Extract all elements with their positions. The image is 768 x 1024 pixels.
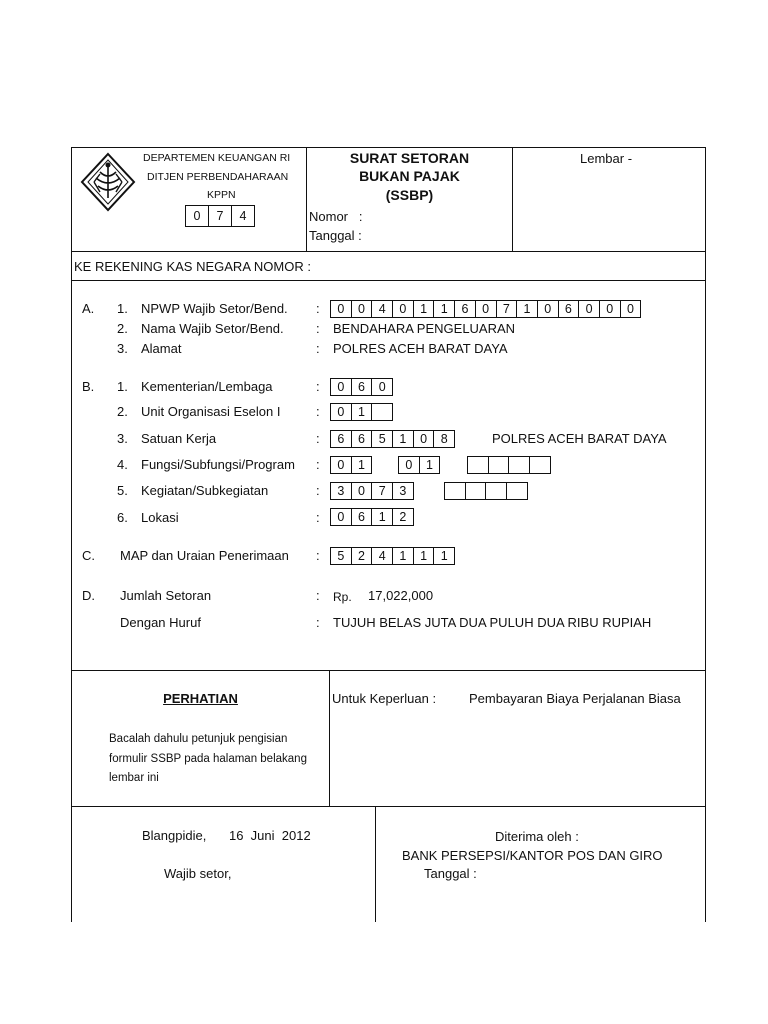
section-c-letter: C. — [82, 548, 95, 563]
satker-digit: 6 — [330, 430, 352, 448]
a1-colon: : — [316, 301, 320, 316]
lembar-label: Lembar - — [580, 151, 633, 166]
npwp-digit: 0 — [620, 300, 642, 318]
frame-top — [71, 147, 706, 148]
program-digit — [508, 456, 530, 474]
map-digit: 2 — [351, 547, 373, 565]
satker-digit: 0 — [413, 430, 435, 448]
huruf-colon: : — [316, 615, 320, 630]
jumlah-amount: 17,022,000 — [368, 588, 434, 603]
title-line3: (SSBP) — [385, 187, 434, 203]
map-digit: 1 — [433, 547, 455, 565]
program-digit — [467, 456, 489, 474]
npwp-digit: 6 — [454, 300, 476, 318]
rekening-bottom — [71, 280, 706, 281]
b1-label: Kementerian/Lembaga — [141, 379, 273, 394]
b3-label: Satuan Kerja — [141, 431, 217, 446]
b5-colon: : — [316, 483, 320, 498]
kegiatan-boxes-b — [444, 482, 528, 500]
b2-colon: : — [316, 404, 320, 419]
rekening-label: KE REKENING KAS NEGARA NOMOR : — [74, 259, 311, 274]
program-digit — [488, 456, 510, 474]
fungsi-boxes-a — [330, 456, 372, 474]
npwp-digit: 6 — [558, 300, 580, 318]
perhatian-line1: Bacalah dahulu petunjuk pengisian — [109, 733, 288, 745]
fungsi-digit: 1 — [351, 456, 373, 474]
npwp-boxes — [330, 300, 641, 318]
kppn-label: KPPN — [207, 189, 236, 201]
kementerian-digit: 6 — [351, 378, 373, 396]
b2-label: Unit Organisasi Eselon I — [141, 404, 281, 419]
title-line1: SURAT SETORAN — [349, 150, 470, 166]
kppn-boxes — [185, 205, 255, 227]
kppn-digit: 4 — [231, 205, 255, 227]
footer-date: 16 Juni 2012 — [229, 828, 311, 843]
title-line2: BUKAN PAJAK — [359, 168, 460, 184]
b6-colon: : — [316, 510, 320, 525]
section-b-letter: B. — [82, 379, 95, 394]
npwp-digit: 0 — [537, 300, 559, 318]
section-c-colon: : — [316, 548, 320, 563]
subkegiatan-digit — [465, 482, 487, 500]
b6-label: Lokasi — [141, 510, 179, 525]
eselon-digit: 0 — [330, 403, 352, 421]
section-a-letter: A. — [82, 301, 95, 316]
currency-label: Rp. — [333, 590, 352, 604]
perhatian-title: PERHATIAN — [163, 691, 238, 706]
program-digit — [529, 456, 551, 474]
satker-digit: 1 — [392, 430, 414, 448]
nomor-label: Nomor : — [309, 209, 363, 224]
a3-value: POLRES ACEH BARAT DAYA — [333, 341, 508, 356]
perhatian-line3: lembar ini — [109, 772, 159, 784]
subfungsi-digit: 1 — [419, 456, 441, 474]
npwp-digit: 0 — [599, 300, 621, 318]
npwp-digit: 0 — [330, 300, 352, 318]
kegiatan-digit: 7 — [371, 482, 393, 500]
keperluan-label: Untuk Keperluan : — [332, 691, 437, 706]
garuda-emblem-icon — [78, 152, 138, 212]
kementerian-boxes — [330, 378, 393, 396]
dept-line1: DEPARTEMEN KEUANGAN RI — [143, 152, 291, 164]
jumlah-label: Jumlah Setoran — [120, 588, 212, 603]
lokasi-digit: 6 — [351, 508, 373, 526]
bank-label: BANK PERSEPSI/KANTOR POS DAN GIRO — [402, 848, 663, 863]
npwp-digit: 0 — [392, 300, 414, 318]
eselon-digit — [371, 403, 393, 421]
b2-num: 2. — [117, 404, 128, 419]
map-boxes — [330, 547, 455, 565]
kppn-digit: 0 — [185, 205, 209, 227]
lokasi-boxes — [330, 508, 414, 526]
perhatian-bottom — [71, 806, 706, 807]
b1-num: 1. — [117, 379, 128, 394]
map-digit: 5 — [330, 547, 352, 565]
satker-digit: 8 — [433, 430, 455, 448]
b3-colon: : — [316, 431, 320, 446]
kementerian-digit: 0 — [330, 378, 352, 396]
npwp-digit: 0 — [578, 300, 600, 318]
a3-label: Alamat — [141, 341, 182, 356]
lokasi-digit: 2 — [392, 508, 414, 526]
lokasi-digit: 0 — [330, 508, 352, 526]
map-digit: 1 — [413, 547, 435, 565]
npwp-digit: 7 — [496, 300, 518, 318]
header-divider-2 — [512, 147, 513, 251]
eselon-boxes — [330, 403, 393, 421]
tanggal-label: Tanggal : — [309, 228, 362, 243]
b5-label: Kegiatan/Subkegiatan — [141, 483, 269, 498]
a2-value: BENDAHARA PENGELUARAN — [333, 321, 516, 336]
b4-colon: : — [316, 457, 320, 472]
huruf-value: TUJUH BELAS JUTA DUA PULUH DUA RIBU RUPIAH — [333, 615, 652, 630]
subkegiatan-digit — [485, 482, 507, 500]
a1-num: 1. — [117, 301, 128, 316]
fungsi-boxes-c — [467, 456, 551, 474]
subkegiatan-digit — [444, 482, 466, 500]
subfungsi-digit: 0 — [398, 456, 420, 474]
diterima-label: Diterima oleh : — [495, 829, 579, 844]
section-d-letter: D. — [82, 588, 95, 603]
header-bottom — [71, 251, 706, 252]
npwp-digit: 4 — [371, 300, 393, 318]
a3-colon: : — [316, 341, 320, 356]
a2-num: 2. — [117, 321, 128, 336]
kegiatan-digit: 3 — [330, 482, 352, 500]
map-digit: 4 — [371, 547, 393, 565]
b1-colon: : — [316, 379, 320, 394]
fungsi-boxes-b — [398, 456, 440, 474]
npwp-digit: 1 — [516, 300, 538, 318]
npwp-digit: 1 — [413, 300, 435, 318]
fungsi-digit: 0 — [330, 456, 352, 474]
jumlah-colon: : — [316, 588, 320, 603]
a3-num: 3. — [117, 341, 128, 356]
huruf-label: Dengan Huruf — [120, 615, 201, 630]
kementerian-digit: 0 — [371, 378, 393, 396]
section-c-label: MAP dan Uraian Penerimaan — [120, 548, 289, 563]
b4-label: Fungsi/Subfungsi/Program — [141, 457, 295, 472]
npwp-digit: 0 — [475, 300, 497, 318]
b3-value: POLRES ACEH BARAT DAYA — [492, 431, 667, 446]
b3-num: 3. — [117, 431, 128, 446]
b6-num: 6. — [117, 510, 128, 525]
subkegiatan-digit — [506, 482, 528, 500]
kppn-digit: 7 — [208, 205, 232, 227]
wajib-setor-label: Wajib setor, — [164, 866, 232, 881]
npwp-digit: 0 — [351, 300, 373, 318]
perhatian-line2: formulir SSBP pada halaman belakang — [109, 753, 307, 765]
keperluan-value: Pembayaran Biaya Perjalanan Biasa — [469, 691, 681, 706]
dept-line2: DITJEN PERBENDAHARAAN — [147, 171, 289, 183]
kegiatan-boxes-a — [330, 482, 414, 500]
map-digit: 1 — [392, 547, 414, 565]
a2-colon: : — [316, 321, 320, 336]
a2-label: Nama Wajib Setor/Bend. — [141, 321, 284, 336]
footer-divider — [375, 806, 376, 922]
lokasi-digit: 1 — [371, 508, 393, 526]
eselon-digit: 1 — [351, 403, 373, 421]
npwp-digit: 1 — [433, 300, 455, 318]
perhatian-divider — [329, 670, 330, 807]
footer-tanggal-label: Tanggal : — [424, 866, 477, 881]
kegiatan-digit: 3 — [392, 482, 414, 500]
footer-place: Blangpidie, — [142, 828, 207, 843]
a1-label: NPWP Wajib Setor/Bend. — [141, 301, 288, 316]
satker-digit: 5 — [371, 430, 393, 448]
b5-num: 5. — [117, 483, 128, 498]
body-bottom — [71, 670, 706, 671]
b4-num: 4. — [117, 457, 128, 472]
kegiatan-digit: 0 — [351, 482, 373, 500]
satker-digit: 6 — [351, 430, 373, 448]
satker-boxes — [330, 430, 455, 448]
